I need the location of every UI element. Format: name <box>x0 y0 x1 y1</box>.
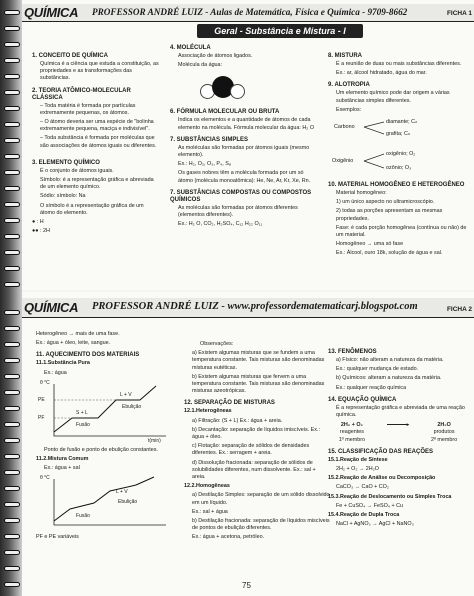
section-title: 6. FÓRMULA MOLECULAR OU BRUTA <box>170 109 280 116</box>
section-title: 7. SUBSTÂNCIAS SIMPLES <box>170 136 249 143</box>
equation-reactants-block <box>339 422 365 444</box>
subsection-title: 15.4.Reação de Dupla Troca <box>328 512 400 519</box>
paragraph: b) Químicos: alteram a natureza da matéria. <box>336 375 442 382</box>
ficha-2-sheet <box>22 292 474 596</box>
page-number: 75 <box>242 581 251 590</box>
paragraph: Ex.: H₂ O, CO₂, H₂SO₄, C₁₂ H₂₂ O₁₁ <box>178 221 263 228</box>
ficha-1-logo: QUÍMICA <box>24 5 79 20</box>
paragraph: Material homogêneo: <box>336 190 387 197</box>
paragraph: – Toda substância é formada por moléculas que são associações de átomos iguais ou diferentes. <box>40 135 157 149</box>
allotropy-grafita: grafita; Cₙ <box>386 131 411 138</box>
subsection-title: 11.1.Substância Pura <box>36 360 90 367</box>
paragraph: a) Filtração: (S + L) Ex.: água + areia. <box>192 417 283 424</box>
paragraph: Exemplos: <box>336 106 362 113</box>
ficha-2-column-2 <box>184 340 330 544</box>
paragraph: Ex.: qualquer reação química <box>336 384 407 391</box>
section-title: 15. CLASSIFICAÇÃO DAS REAÇÕES <box>328 448 434 455</box>
label-ebulicao: Ebulição <box>122 403 142 410</box>
paragraph: O símbolo é a representação gráfica de um átomo do elemento. <box>40 202 144 216</box>
paragraph: Ex.: qualquer mudança de estado. <box>336 366 419 373</box>
heating-curve-mixture-plot <box>36 475 176 531</box>
heating-curve-mixture <box>36 475 176 531</box>
paragraph: Ex.: sal + água <box>192 508 228 515</box>
axis-label-time: t(min) <box>148 437 161 444</box>
hydrogen-atom <box>230 84 245 99</box>
section-title: 4. MOLÉCULA <box>170 45 211 51</box>
reaction-example: NaCl + AgNO₃ → AgCl + NaNO₃ <box>336 521 414 528</box>
paragraph: b) Existem algumas misturas que fervem a uma temperatura constante. Tais misturas são denominadas misturas azeotrópicas. <box>192 373 325 395</box>
paragraph: Observações: <box>200 341 234 347</box>
label-ebulicao: Ebulição <box>118 499 138 506</box>
reaction-arrow-icon: ▸ <box>387 422 410 444</box>
paragraph: Ex.: água + sal <box>44 465 80 472</box>
paragraph: c) Flotação: separação de sólidos de densidades diferentes. Ex.: serragem + areia. <box>192 443 310 457</box>
paragraph: – O átomo deveria ser uma espécie de "bolinha extremamente pequena, maciça e indivisível". <box>40 119 154 133</box>
equation-products: 2H₂O <box>437 422 451 429</box>
paragraph: Ex.: água + óleo, leite, sangue. <box>36 340 111 347</box>
equation-reactants: 2H₂ + O₂ <box>340 422 363 429</box>
paragraph: É a reunião de duas ou mais substâncias diferentes. <box>336 61 462 67</box>
allotropy-ozonio: ozônio; O₃ <box>386 165 412 172</box>
section-title: 10. MATERIAL HOMOGÊNEO E HETEROGÊNEO <box>328 182 465 189</box>
paragraph: É o conjunto de átomos iguais. <box>40 167 114 174</box>
section-title: 9. ALOTROPIA <box>328 82 370 89</box>
ficha-2-title: PROFESSOR ANDRÉ LUIZ - www.professordematematicarj.blogspot.com <box>92 301 418 312</box>
allotropy-carbono: Carbono <box>334 124 355 131</box>
section-title: 7. SUBSTÂNCIAS COMPOSTAS OU COMPOSTOS QUÍMICOS <box>170 189 312 203</box>
ficha-2-logo: QUÍMICA <box>24 300 79 315</box>
symbol-example: ●● : 2H <box>32 228 50 235</box>
paragraph: Ex.: água <box>44 369 67 376</box>
section-title: 14. EQUAÇÃO QUÍMICA <box>328 396 397 403</box>
paragraph: Um elemento químico pode dar origem a várias substâncias simples diferentes. <box>336 90 450 104</box>
equation-products-label: produtos <box>433 429 455 436</box>
subsection-title: 12.1.Heterogêneas <box>184 408 232 415</box>
equation-reactants-label: reagentes <box>339 429 364 436</box>
paragraph: 1) um único aspecto no ultramicroscópio. <box>336 199 435 206</box>
paragraph: Ex.: Álcool, ouro 18k, solução de água e sal. <box>336 250 443 257</box>
allotropy-diamante: diamante; Cₙ <box>386 119 418 126</box>
section-title: 8. MISTURA <box>328 53 363 59</box>
paragraph: Homogêneo → uma só fase <box>336 241 404 248</box>
paragraph: Ex.: H₂, O₂, O₃, P₄, S₈ <box>178 161 232 168</box>
paragraph: Heterogêneo → mais de uma fase. <box>36 331 120 337</box>
paragraph: Molécula da água: <box>178 62 223 69</box>
reaction-example: Fe + CuSO₄ → FeSO₄ + Cu <box>336 502 404 509</box>
paragraph: PF e PE variáveis <box>36 534 79 541</box>
paragraph: a) Existem algumas misturas que se fundem a uma temperatura constante. Tais misturas são denominadas misturas eutéticas. <box>192 350 325 371</box>
paragraph: Indica os elementos e a quantidade de átomos de cada elemento na molécula. Fórmula molecular da água: H₂ O <box>178 117 315 131</box>
reaction-example: CaCO₃ → CaO + CO₂ <box>336 484 389 491</box>
label-fusao: Fusão <box>76 513 90 520</box>
ficha-1-header <box>22 4 474 22</box>
spiral-binding <box>0 0 22 596</box>
label-lv: L + V <box>116 489 128 496</box>
axis-label-temperature: θ °C <box>40 379 50 386</box>
ficha-1-title: PROFESSOR ANDRÉ LUIZ - Aulas de Matemática, Física e Química - 9709-8662 <box>92 7 408 17</box>
subsection-title: 15.2.Reação de Análise ou Decomposição <box>328 475 436 482</box>
ficha-2-number: FICHA 2 <box>446 306 472 313</box>
paragraph: Fase: é cada porção homogênea (contínua ou não) de um material. <box>336 224 467 239</box>
paragraph: É a representação gráfica e abreviada de uma reação química. <box>336 404 465 419</box>
equation-products-block <box>431 422 457 444</box>
allotropy-diagram <box>328 117 474 177</box>
allotropy-oxigenio: Oxigênio <box>332 158 354 165</box>
paragraph: b) Destilação fracionada: separação de líquidos miscíveis de pontos de ebulição diferentes. <box>192 518 330 532</box>
equation-second-member: 2º membro <box>430 436 458 443</box>
subsection-title: 15.3.Reação de Deslocamento ou Simples Troca <box>328 493 452 500</box>
symbol-example: ● : H <box>32 219 44 226</box>
label-pf: PF <box>38 414 45 421</box>
ficha-1-banner: Geral - Substância e Mistura - I <box>197 24 363 38</box>
section-title: 3. ELEMENTO QUÍMICO <box>32 159 100 166</box>
paragraph: d) Dissolução fracionada: separação de sólidos de solubilidades diferentes, num dissolvente. Ex.: sal + areia. <box>192 459 316 481</box>
equation-first-member: 1º membro <box>338 436 366 443</box>
heating-curve-pure <box>36 380 176 444</box>
paragraph: As moléculas são formadas por átomos iguais (mesmo elemento). <box>178 144 310 159</box>
paragraph: Ponto de fusão e ponto de ebulição constantes. <box>44 446 158 453</box>
subsection-title: 11.2.Mistura Comum <box>36 456 89 463</box>
subsection-title: 15.1.Reação de Síntese <box>328 456 388 463</box>
paragraph: Os gases nobres têm a molécula formada por um só átomo (molécula monoatômica): He, Ne, Ar, Kr, Xe, Rn. <box>178 170 311 184</box>
heating-curve-pure-plot <box>36 380 176 444</box>
ficha-1-column-3 <box>328 48 474 260</box>
section-title: 11. AQUECIMENTO DOS MATERIAIS <box>36 352 140 359</box>
subsection-title: 12.2.Homogêneas <box>184 483 230 490</box>
paragraph: Sódio: símbolo: Na <box>40 193 86 200</box>
ficha-1-column-2 <box>170 40 320 230</box>
paragraph: 2) todas as porções apresentam as mesmas propriedades. <box>336 208 443 222</box>
ficha-1-sheet <box>22 0 474 290</box>
paragraph: Química é a ciência que estuda a constituição, as propriedades e as transformações das substâncias. <box>40 61 159 82</box>
section-title: 13. FENÔMENOS <box>328 349 377 355</box>
paragraph: a) Destilação Simples: separação de um sólido dissolvido em um líquido. <box>192 492 330 506</box>
paragraph: Ex.: água + acetona, petróleo. <box>192 534 265 541</box>
reaction-example: 2H₂ + O₂ → 2H₂O <box>336 466 379 473</box>
section-title: 1. CONCEITO DE QUÍMICA <box>32 53 108 59</box>
water-molecule-illustration <box>200 72 320 104</box>
ficha-2-header <box>22 298 474 318</box>
label-fusao: Fusão <box>76 421 90 428</box>
paragraph: Associação de átomos ligados. <box>178 53 253 59</box>
ficha-2-column-1 <box>36 330 176 544</box>
paragraph: b) Decantação: separação de líquidos imiscíveis. Ex.: água + óleo. <box>192 426 320 441</box>
section-title: 2. TEORIA ATÔMICO-MOLECULAR CLÁSSICA <box>32 87 131 101</box>
label-lv: L + V <box>120 391 132 398</box>
paragraph: – Toda matéria é formada por partículas extremamente pequenas, os átomos. <box>40 102 136 116</box>
section-title: 12. SEPARAÇÃO DE MISTURAS <box>184 400 275 407</box>
ficha-2-column-3 <box>328 344 468 530</box>
paragraph: As moléculas são formadas por átomos diferentes (elementos diferentes). <box>178 204 298 219</box>
ficha-1-column-1 <box>32 48 160 237</box>
paragraph: Símbolo: é a representação gráfica e abreviada de um elemento químico. <box>40 177 154 191</box>
label-pe: PE <box>38 396 45 403</box>
paragraph: Ex.: ar, álcool hidratado, água do mar. <box>336 70 427 77</box>
allotropy-oxig: oxigênio; O₂ <box>386 151 416 158</box>
chemical-equation <box>328 422 468 444</box>
ficha-1-number: FICHA 1 <box>446 10 472 17</box>
axis-label-temperature: θ °C <box>40 475 50 482</box>
label-sl: S + L <box>76 409 88 416</box>
paragraph: a) Físico: não alteram a natureza da matéria. <box>336 357 444 363</box>
